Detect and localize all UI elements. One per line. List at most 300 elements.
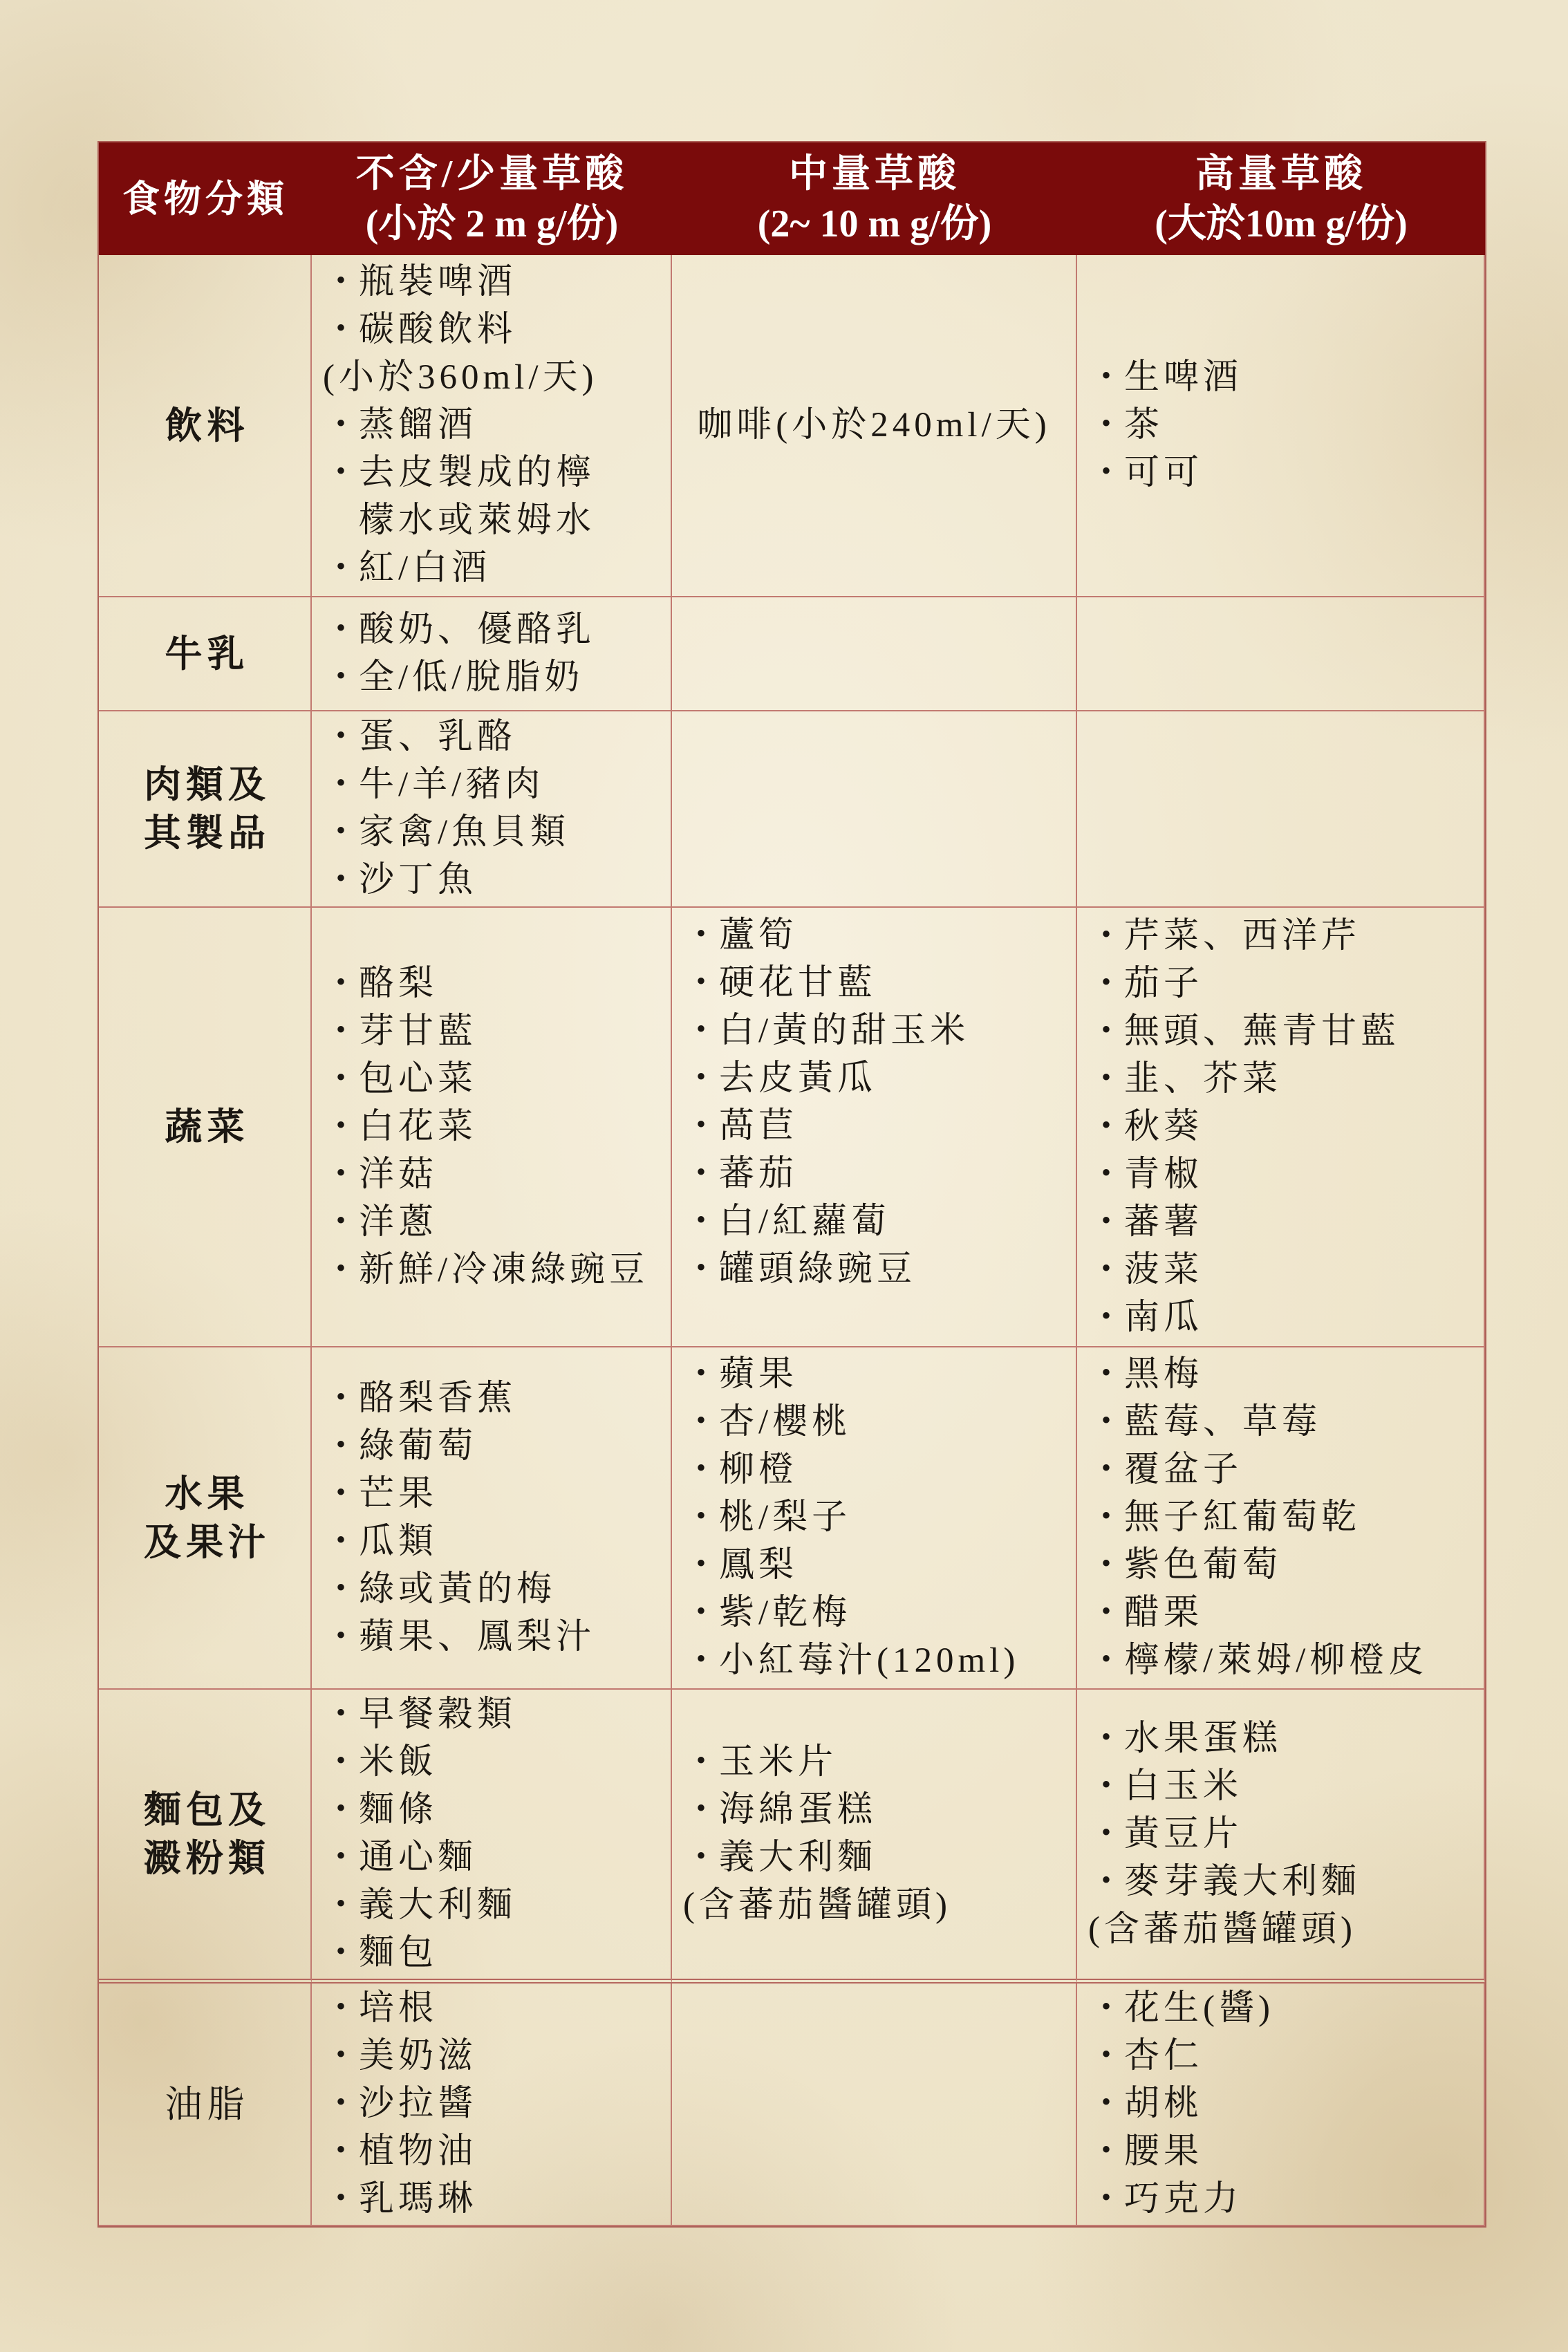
bullet-dot: ・ (1088, 1989, 1124, 2028)
item-text: 通心麵 (359, 1838, 478, 1877)
bullet-dot: ・ (323, 406, 359, 445)
bullet-dot: ・ (323, 1934, 359, 1972)
item-text: 麥芽義大利麵 (1124, 1862, 1361, 1901)
bullet-dot: ・ (683, 1011, 719, 1050)
item-text: 米飯 (359, 1743, 438, 1782)
list-item (1088, 1446, 1242, 1494)
list-item (683, 1007, 969, 1055)
list-item (1088, 1151, 1203, 1199)
list-item (323, 1199, 438, 1247)
item-text: 沙拉醬 (359, 2084, 478, 2123)
bullet-dot: ・ (683, 1355, 719, 1394)
list-item (323, 545, 491, 592)
list-item (683, 1351, 798, 1399)
item-text: 鳳梨 (719, 1546, 799, 1585)
bullet-dot: ・ (323, 1011, 359, 1051)
bullet-dot: ・ (1088, 358, 1124, 397)
list-item (1088, 1351, 1203, 1399)
low-oxalate-cell (312, 1690, 672, 1984)
list-item (1088, 2128, 1203, 2176)
item-text: 酪梨 (359, 964, 438, 1003)
category-label: 澱粉類 (144, 1838, 270, 1879)
high-oxalate-cell (1077, 1347, 1485, 1690)
list-item (323, 402, 477, 449)
list-item (323, 960, 438, 1008)
item-text: 咖啡(小於240ml/天) (697, 406, 1051, 445)
item-text: 家禽/魚貝類 (359, 813, 570, 852)
high-oxalate-cell (1077, 255, 1485, 597)
list-item (323, 1008, 477, 1056)
list-item (1088, 1858, 1361, 1906)
header-high-oxalate-cell (1077, 142, 1485, 255)
item-text: 茶 (1124, 406, 1164, 445)
bullet-dot: ・ (1088, 1059, 1124, 1099)
item-text: 生啤酒 (1124, 358, 1243, 397)
list-item (1088, 913, 1361, 960)
item-text: 菠菜 (1124, 1250, 1204, 1289)
item-text: 韭、芥菜 (1124, 1059, 1282, 1099)
item-text: 白花菜 (359, 1107, 478, 1146)
bullet-dot: ・ (1088, 2132, 1124, 2171)
item-text: 蕃茄 (719, 1155, 799, 1193)
header-category-cell (99, 142, 312, 255)
bullet-dot: ・ (323, 2084, 359, 2123)
list-item (683, 960, 877, 1007)
item-text: 去皮黃瓜 (719, 1059, 877, 1098)
item-text: 綠或黃的梅 (359, 1569, 557, 1609)
bullet-dot: ・ (323, 263, 359, 301)
item-text: 秋葵 (1124, 1107, 1204, 1146)
bullet-dot: ・ (323, 1379, 359, 1418)
item-text: 玉米片 (719, 1743, 838, 1782)
item-text: 蘋果 (719, 1355, 799, 1394)
category-label: 牛乳 (165, 633, 250, 675)
header-high-oxalate-range: (大於10m g/份) (1155, 202, 1408, 245)
item-text: 巧克力 (1124, 2180, 1243, 2219)
item-text: 沙丁魚 (359, 861, 478, 899)
list-item (1088, 2033, 1203, 2080)
low-oxalate-cell (312, 597, 672, 711)
bullet-dot: ・ (323, 1059, 359, 1099)
item-text: (含蕃茄醬罐頭) (1088, 1910, 1356, 1949)
low-oxalate-cell (312, 1347, 672, 1690)
medium-oxalate-cell (672, 711, 1077, 908)
list-item (323, 713, 516, 761)
low-oxalate-cell (312, 711, 672, 908)
item-text: 包心菜 (359, 1059, 478, 1099)
bullet-dot: ・ (323, 2037, 359, 2075)
item-text: 全/低/脫脂奶 (359, 657, 584, 697)
item-text: (含蕃茄醬罐頭) (683, 1886, 951, 1925)
list-item (323, 1151, 438, 1199)
list-item (1088, 1542, 1282, 1589)
low-oxalate-cell (312, 255, 672, 597)
item-text: 小紅莓汁(120ml) (719, 1641, 1020, 1680)
low-oxalate-cell (312, 1984, 672, 2226)
item-text: 芒果 (359, 1474, 438, 1513)
list-item (323, 761, 544, 809)
category-label: 飲料 (165, 404, 250, 447)
category-label: 水果 (165, 1473, 250, 1515)
header-category-label: 食物分類 (122, 178, 288, 220)
header-low-oxalate-title: 不含/少量草酸 (355, 152, 628, 196)
medium-oxalate-cell (672, 255, 1077, 597)
list-item (323, 1247, 648, 1294)
list-item (683, 1542, 798, 1589)
bullet-dot: ・ (1088, 2037, 1124, 2075)
list-item (1088, 1985, 1274, 2033)
item-text: 洋菇 (359, 1155, 438, 1194)
bullet-dot: ・ (323, 549, 359, 588)
bullet-dot: ・ (683, 1743, 719, 1782)
category-cell (99, 1347, 312, 1690)
item-text: 黃豆片 (1124, 1814, 1243, 1854)
list-item (1088, 1008, 1400, 1056)
list-item (683, 1103, 798, 1150)
item-text: 芹菜、西洋芹 (1124, 916, 1361, 955)
list-item (1088, 1247, 1203, 1294)
bullet-dot: ・ (1088, 1498, 1124, 1537)
bullet-dot: ・ (1088, 1594, 1124, 1632)
item-text: 檸檬/萊姆/柳橙皮 (1124, 1641, 1428, 1680)
list-item (323, 1882, 516, 1930)
category-cell (99, 255, 312, 597)
item-text: 海綿蛋糕 (719, 1791, 877, 1829)
item-text: 芽甘藍 (359, 1011, 478, 1051)
list-item (1088, 1103, 1203, 1151)
list-item (323, 1518, 438, 1566)
bullet-dot: ・ (1088, 2084, 1124, 2123)
item-text: (小於360ml/天) (323, 358, 598, 397)
list-item (323, 654, 584, 702)
bullet-dot: ・ (1088, 1298, 1124, 1337)
list-item (683, 1246, 916, 1294)
bullet-dot: ・ (323, 657, 359, 697)
item-text: 青椒 (1124, 1155, 1204, 1194)
item-text: 牛/羊/豬肉 (359, 765, 545, 804)
bullet-dot: ・ (1088, 1011, 1124, 1051)
header-medium-oxalate-range: (2~ 10 m g/份) (757, 202, 992, 245)
list-item (323, 1471, 438, 1518)
bullet-dot: ・ (683, 1791, 719, 1829)
category-label: 麵包及 (144, 1789, 270, 1831)
header-low-oxalate-cell (312, 142, 672, 255)
list-item (1088, 354, 1242, 402)
item-text: 白玉米 (1124, 1766, 1243, 1806)
bullet-dot: ・ (1088, 1814, 1124, 1854)
bullet-dot: ・ (323, 1617, 359, 1656)
list-item (683, 1055, 877, 1103)
bullet-dot: ・ (1088, 1641, 1124, 1680)
medium-oxalate-cell (672, 1690, 1077, 1984)
bullet-dot: ・ (1088, 1719, 1124, 1758)
item-text: 水果蛋糕 (1124, 1719, 1282, 1758)
bullet-dot: ・ (323, 310, 359, 349)
high-oxalate-cell (1077, 711, 1485, 908)
bullet-dot: ・ (323, 861, 359, 899)
list-item (323, 354, 597, 402)
category-label: 及果汁 (144, 1521, 270, 1563)
bullet-dot: ・ (1088, 1250, 1124, 1289)
list-item (323, 1566, 556, 1614)
category-cell (99, 1690, 312, 1984)
bullet-dot: ・ (683, 1450, 719, 1489)
bullet-dot: ・ (323, 1569, 359, 1609)
bullet-dot: ・ (683, 1059, 719, 1098)
item-text: 杏仁 (1124, 2037, 1204, 2075)
list-item (323, 1056, 477, 1103)
item-text: 新鮮/冷凍綠豌豆 (359, 1250, 649, 1289)
item-text: 覆盆子 (1124, 1450, 1243, 1489)
item-text: 無子紅葡萄乾 (1124, 1498, 1361, 1537)
list-item (323, 2128, 477, 2176)
bullet-dot: ・ (323, 610, 359, 649)
oxalate-food-table (99, 142, 1485, 2226)
item-text: 義大利麵 (359, 1886, 517, 1925)
list-item (1088, 449, 1203, 497)
category-label: 蔬菜 (165, 1106, 250, 1148)
bullet-dot: ・ (683, 1250, 719, 1289)
bullet-dot: ・ (683, 1107, 719, 1146)
list-item (323, 857, 477, 904)
item-text: 蒸餾酒 (359, 406, 478, 445)
bullet-dot: ・ (1088, 454, 1124, 492)
list-item (683, 1882, 951, 1930)
bullet-dot: ・ (683, 1594, 719, 1632)
item-text: 蘋果、鳳梨汁 (359, 1617, 596, 1656)
item-text: 去皮製成的檸 (359, 454, 596, 492)
bullet-dot: ・ (323, 765, 359, 804)
category-label: 其製品 (144, 812, 270, 854)
item-text: 蛋、乳酪 (359, 718, 517, 756)
list-item (683, 1198, 890, 1246)
list-item (683, 1739, 837, 1786)
bullet-dot: ・ (1088, 1766, 1124, 1806)
bullet-dot: ・ (323, 1107, 359, 1146)
bullet-dot: ・ (323, 1791, 359, 1829)
bullet-dot: ・ (1088, 1107, 1124, 1146)
item-text: 紫色葡萄 (1124, 1546, 1282, 1585)
item-text: 胡桃 (1124, 2084, 1204, 2123)
bullet-dot: ・ (683, 1546, 719, 1585)
medium-oxalate-cell (672, 1984, 1077, 2226)
bullet-dot: ・ (683, 1202, 719, 1241)
item-text: 義大利麵 (719, 1838, 877, 1877)
bullet-dot: ・ (323, 1989, 359, 2028)
bullet-dot: ・ (1088, 406, 1124, 445)
item-text: 茄子 (1124, 964, 1204, 1003)
list-item (683, 912, 798, 960)
list-item (323, 1614, 595, 1661)
list-item (323, 1834, 477, 1882)
item-text: 綠葡萄 (359, 1426, 478, 1466)
list-item (1088, 1589, 1203, 1637)
category-label: 油脂 (165, 2083, 250, 2125)
medium-oxalate-cell (672, 597, 1077, 711)
bullet-dot: ・ (683, 1641, 719, 1680)
item-text: 檬水或萊姆水 (359, 501, 596, 540)
item-text: 洋蔥 (359, 1202, 438, 1242)
bullet-dot: ・ (323, 1743, 359, 1782)
list-item (683, 1637, 1019, 1685)
item-text: 酸奶、優酪乳 (359, 610, 596, 649)
list-item (323, 259, 516, 306)
list-item (323, 1375, 516, 1423)
bullet-dot: ・ (323, 1474, 359, 1513)
item-text: 早餐穀類 (359, 1695, 517, 1734)
list-item (1088, 1199, 1203, 1247)
list-item (1088, 1906, 1356, 1954)
list-item (1088, 1056, 1282, 1103)
low-oxalate-cell (312, 908, 672, 1347)
bullet-dot: ・ (323, 1202, 359, 1242)
bullet-dot: ・ (683, 1403, 719, 1441)
item-text: 蕃薯 (1124, 1202, 1204, 1242)
list-item (683, 1494, 851, 1542)
category-cell (99, 1984, 312, 2226)
item-text: 碳酸飲料 (359, 310, 517, 349)
list-item (323, 1985, 438, 2033)
bullet-dot: ・ (323, 2180, 359, 2219)
item-text: 花生(醬) (1124, 1989, 1274, 2028)
bullet-dot: ・ (1088, 964, 1124, 1003)
bullet-dot: ・ (1088, 1403, 1124, 1441)
high-oxalate-cell (1077, 597, 1485, 711)
bullet-dot: ・ (323, 718, 359, 756)
category-cell (99, 597, 312, 711)
list-item (697, 402, 1050, 449)
item-text: 麵包 (359, 1934, 438, 1972)
item-text: 紫/乾梅 (719, 1594, 852, 1632)
item-text: 藍莓、草莓 (1124, 1403, 1322, 1441)
list-item (1088, 1399, 1321, 1446)
high-oxalate-cell (1077, 908, 1485, 1347)
item-text: 培根 (359, 1989, 438, 2028)
bullet-dot: ・ (1088, 916, 1124, 955)
bullet-dot: ・ (323, 2132, 359, 2171)
bullet-dot: ・ (1088, 1862, 1124, 1901)
category-label: 肉類及 (144, 764, 270, 805)
list-item (323, 1786, 438, 1834)
list-item (1088, 1811, 1242, 1858)
bullet-dot: ・ (1088, 1546, 1124, 1585)
item-text: 桃/梨子 (719, 1498, 852, 1537)
list-item (323, 306, 516, 354)
bullet-dot: ・ (323, 964, 359, 1003)
list-item (323, 449, 595, 497)
list-item (323, 809, 570, 857)
item-text: 醋栗 (1124, 1594, 1204, 1632)
bullet-dot: ・ (323, 1886, 359, 1925)
list-item (1088, 1715, 1282, 1763)
high-oxalate-cell (1077, 1984, 1485, 2226)
bullet-dot: ・ (683, 964, 719, 1002)
item-text: 柳橙 (719, 1450, 799, 1489)
bullet-dot: ・ (683, 916, 719, 955)
bullet-dot: ・ (683, 1498, 719, 1537)
list-item (323, 606, 595, 654)
list-item (1088, 960, 1203, 1008)
list-item (1088, 2176, 1242, 2223)
item-text: 蘆筍 (719, 916, 799, 955)
header-high-oxalate-title: 高量草酸 (1195, 152, 1367, 196)
bullet-dot: ・ (323, 1250, 359, 1289)
item-text: 白/黃的甜玉米 (719, 1011, 970, 1050)
list-item (323, 1930, 438, 1977)
list-item (683, 1399, 851, 1446)
item-text: 瓶裝啤酒 (359, 263, 517, 301)
list-item (323, 497, 595, 545)
bullet-dot: ・ (1088, 1355, 1124, 1394)
item-text: 無頭、蕪青甘藍 (1124, 1011, 1401, 1051)
bullet-dot: ・ (323, 813, 359, 852)
list-item (1088, 2080, 1203, 2128)
list-item (323, 1103, 477, 1151)
item-text: 黑梅 (1124, 1355, 1204, 1394)
bullet-dot: ・ (1088, 1155, 1124, 1194)
item-text: 罐頭綠豌豆 (719, 1250, 917, 1289)
list-item (323, 2176, 477, 2223)
item-text: 白/紅蘿蔔 (719, 1202, 891, 1241)
list-item (683, 1834, 877, 1882)
medium-oxalate-cell (672, 908, 1077, 1347)
list-item (1088, 402, 1164, 449)
list-item (1088, 1494, 1361, 1542)
bullet-dot: ・ (323, 1426, 359, 1466)
list-item (683, 1446, 798, 1494)
category-cell (99, 711, 312, 908)
list-item (683, 1589, 851, 1637)
item-text: 酪梨香蕉 (359, 1379, 517, 1418)
list-item (1088, 1294, 1203, 1342)
bullet-dot: ・ (683, 1155, 719, 1193)
bullet-dot: ・ (1088, 2180, 1124, 2219)
list-item (323, 2033, 477, 2080)
category-cell (99, 908, 312, 1347)
header-medium-oxalate-cell (672, 142, 1077, 255)
list-item (683, 1150, 798, 1198)
item-text: 南瓜 (1124, 1298, 1204, 1337)
item-text: 硬花甘藍 (719, 964, 877, 1002)
bullet-dot: ・ (1088, 1450, 1124, 1489)
bullet-dot: ・ (323, 1522, 359, 1561)
item-text: 杏/櫻桃 (719, 1403, 852, 1441)
bullet-dot: ・ (1088, 1202, 1124, 1242)
item-text: 萵苣 (719, 1107, 799, 1146)
list-item (323, 1691, 516, 1739)
item-text: 腰果 (1124, 2132, 1204, 2171)
list-item (323, 2080, 477, 2128)
item-text: 美奶滋 (359, 2037, 478, 2075)
list-item (323, 1739, 438, 1786)
medium-oxalate-cell (672, 1347, 1077, 1690)
list-item (1088, 1763, 1242, 1811)
bullet-dot: ・ (323, 1695, 359, 1734)
item-text: 植物油 (359, 2132, 478, 2171)
item-text: 乳瑪琳 (359, 2180, 478, 2219)
item-text: 瓜類 (359, 1522, 438, 1561)
list-item (683, 1786, 877, 1834)
item-text: 可可 (1124, 454, 1204, 492)
list-item (1088, 1637, 1428, 1685)
list-item (323, 1423, 477, 1471)
header-medium-oxalate-title: 中量草酸 (789, 152, 960, 196)
header-low-oxalate-range: (小於 2 m g/份) (365, 202, 619, 245)
high-oxalate-cell (1077, 1690, 1485, 1984)
bullet-dot: ・ (683, 1838, 719, 1877)
bullet-dot: ・ (323, 1838, 359, 1877)
item-text: 麵條 (359, 1791, 438, 1829)
